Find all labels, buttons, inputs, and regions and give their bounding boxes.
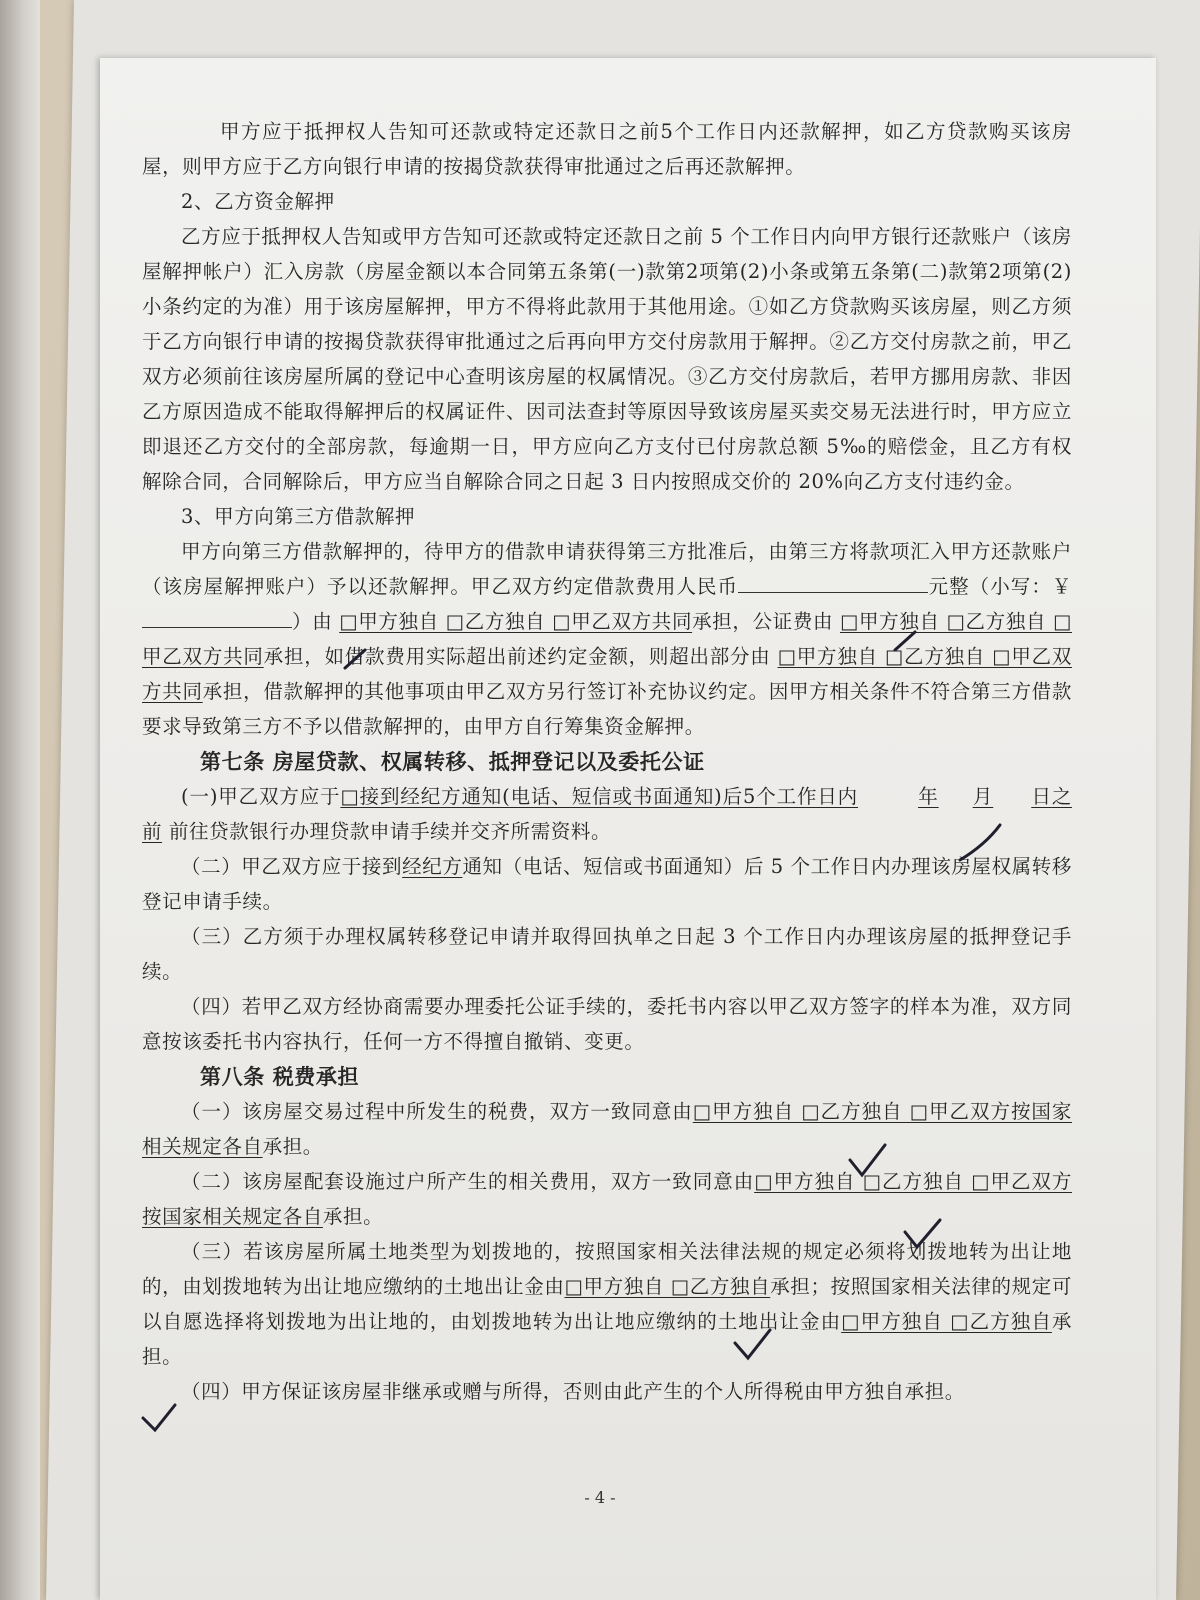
paragraph-text: （二）甲乙双方应于接到: [181, 855, 403, 878]
section-heading: 3、甲方向第三方借款解押: [181, 505, 416, 528]
option-choices: □甲方独自 □乙方独自: [841, 1310, 1052, 1333]
paragraph: （三）乙方须于办理权属转移登记申请并取得回执单之日起 3 个工作日内办理该房屋的抵押登记手续。: [142, 925, 1072, 983]
paragraph-text: （二）该房屋配套设施过户所产生的相关费用，双方一致同意由: [181, 1170, 755, 1193]
paragraph-text: （一）该房屋交易过程中所发生的税费，双方一致同意由: [181, 1100, 693, 1123]
paragraph: [142, 1164, 1072, 1234]
month-label: 月: [972, 785, 994, 808]
paragraph: [142, 1094, 1072, 1164]
paragraph-text: 承担。: [142, 1310, 1072, 1368]
paragraph-text: 承担；按照国家相关法律的规定可以自愿选择将划拨地为出让地的，由划拨地转为出让地应缴纳的土地出让金由: [142, 1275, 1072, 1333]
paragraph-text: 承担。: [262, 1135, 323, 1158]
paragraph-text: ）由: [292, 610, 333, 633]
before-label: 之前: [142, 785, 1072, 843]
paragraph-text: 前往贷款银行办理贷款申请手续并交齐所需资料。: [168, 820, 612, 843]
option-choices: □甲方独自 □乙方独自 □甲乙双方按国家相关规定各自: [142, 1170, 1072, 1228]
paragraph-text: 承担，公证费由: [692, 610, 834, 633]
paragraph-text: 承担。: [322, 1205, 384, 1228]
option-choices: □甲方独自 □乙方独自 □甲乙双方共同: [339, 610, 693, 633]
option-choices: □甲方独自 □乙方独自: [564, 1275, 771, 1298]
article-heading: 第七条 房屋贷款、权属转移、抵押登记以及委托公证: [200, 749, 705, 774]
paragraph: [142, 534, 1072, 744]
binding-edge: [0, 0, 40, 1600]
paragraph-text: 元整（小写：￥: [928, 575, 1072, 598]
paragraph-text: （三）若该房屋所属土地类型为划拨地的，按照国家相关法律法规的规定必须将划拨地转为出让地的，由划拨地转为出让地应缴纳的土地出让金由: [142, 1240, 1072, 1298]
amount-blank: [738, 570, 928, 593]
paragraph: （四）若甲乙双方经协商需要办理委托公证手续的，委托书内容以甲乙双方签字的样本为准，双方同意按该委托书内容执行，任何一方不得擅自撤销、变更。: [142, 995, 1072, 1053]
paragraph: 乙方应于抵押权人告知或甲方告知可还款或特定还款日之前 5 个工作日内向甲方银行还款账户（该房屋解押帐户）汇入房款（房屋金额以本合同第五条第(一)款第2项第(2)小条或第五条第(二)款第2项第(2)小条约定的为准）用于该房屋解押，甲方不得将此款用于其他用途。①如乙方贷款购买该房屋，则乙方须于乙方向银行申请的按揭贷款获得审批通过之后再向甲方交付房款用于解押。②乙方交付房款之前，甲乙双方必须前往该房屋所属的登记中心查明该房屋的权属情况。③乙方交付房款后，若甲方挪用房款、非因乙方原因造成不能取得解押后的权属证件、因司法查封等原因导致该房屋买卖交易无法进行时，甲方应立即退还乙方交付的全部房款，每逾期一日，甲方应向乙方支付已付房款总额 5‰的赔偿金，且乙方有权解除合同，合同解除后，甲方应当自解除合同之日起 3 日内按照成交价的 20%向乙方支付违约金。: [142, 225, 1072, 493]
paragraph: [142, 849, 1072, 919]
article-heading: 第八条 税费承担: [200, 1064, 360, 1089]
broker-label: 经纪方: [402, 855, 463, 878]
paragraph-text: 承担，如借款费用实际超出前述约定金额，则超出部分由: [263, 645, 771, 668]
option-choices: □甲方独自 □乙方独自 □甲乙双方按国家相关规定各自: [142, 1100, 1072, 1158]
amount-small-blank: [142, 605, 292, 628]
paragraph: [142, 779, 1072, 849]
year-label: 年: [918, 785, 939, 808]
paragraph-text: 承担，借款解押的其他事项由甲乙双方另行签订补充协议约定。因甲方相关条件不符合第三方借款要求导致第三方不予以借款解押的，由甲方自行筹集资金解押。: [142, 680, 1072, 738]
paragraph-text: (一)甲乙双方应于: [181, 785, 341, 808]
option-choices: □甲方独自 □乙方独自 □甲乙双方共同: [142, 610, 1072, 668]
document-body: [142, 114, 1072, 1409]
page-number: - 4 -: [584, 1488, 616, 1507]
paragraph: （四）甲方保证该房屋非继承或赠与所得，否则由此产生的个人所得税由甲方独自承担。: [181, 1380, 965, 1403]
paragraph: 甲方应于抵押权人告知可还款或特定还款日之前5个工作日内还款解押，如乙方贷款购买该房屋，则甲方应于乙方向银行申请的按揭贷款获得审批通过之后再还款解押。: [142, 120, 1072, 178]
section-heading: 2、乙方资金解押: [181, 190, 335, 213]
paragraph-text: 通知（电话、短信或书面通知）后 5 个工作日内办理该房屋权属转移登记申请手续。: [142, 855, 1072, 913]
date-blank: [858, 785, 1052, 808]
option-choices: □甲方独自 □乙方独自 □甲乙双方共同: [142, 645, 1072, 703]
paragraph: [142, 1234, 1072, 1374]
option-choices: □接到经纪方通知(电话、短信或书面通知)后5个工作日内: [340, 785, 859, 808]
day-label: 日: [1031, 785, 1052, 808]
paragraph-text: 甲方向第三方借款解押的，待甲方的借款申请获得第三方批准后，由第三方将款项汇入甲方还款账户（该房屋解押账户）予以还款解押。甲乙双方约定借款费用人民币: [142, 540, 1072, 598]
